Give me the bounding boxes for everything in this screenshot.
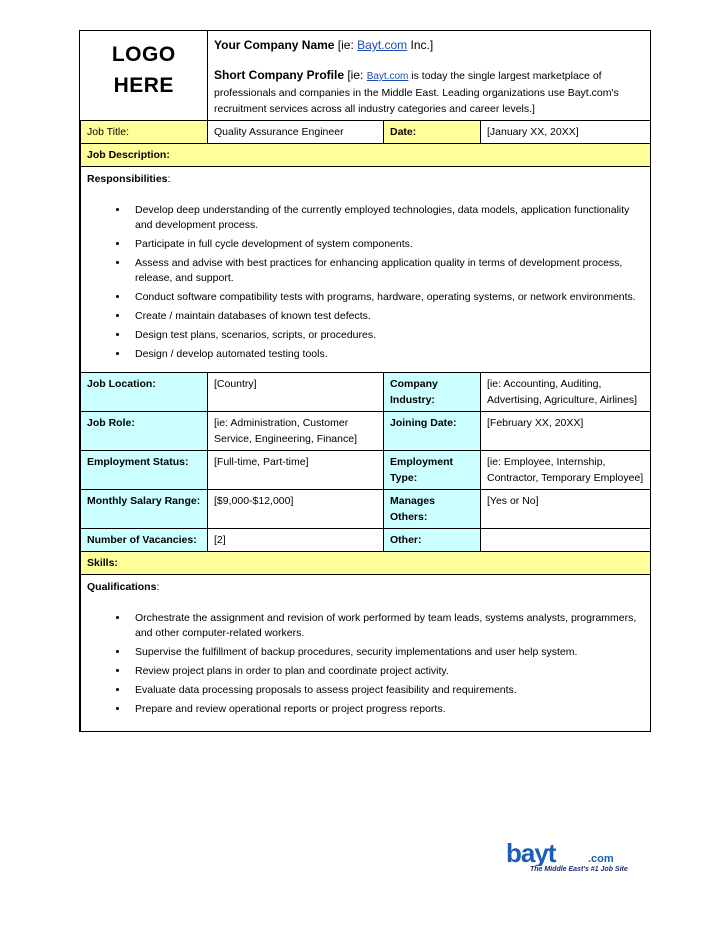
company-industry-value: [ie: Accounting, Auditing, Advertising, Agriculture, Airlines]: [481, 373, 651, 412]
job-role-label: Job Role:: [81, 412, 208, 451]
responsibilities-label: Responsibilities: [87, 173, 168, 185]
responsibilities-row: [81, 167, 651, 373]
joining-date-label: Joining Date:: [384, 412, 481, 451]
company-name-prefix: [ie:: [334, 38, 358, 52]
other-label: Other:: [384, 529, 481, 552]
list-item: • Design test plans, scenarios, scripts, or procedures.: [129, 328, 644, 343]
bayt-brand-suffix: .com: [588, 853, 614, 865]
job-description-label: Job Description:: [81, 144, 651, 167]
job-table: [80, 31, 651, 731]
company-profile-link[interactable]: Bayt.com: [366, 71, 409, 82]
company-name-label: Your Company Name: [214, 38, 335, 52]
job-role-row: [81, 412, 651, 451]
vacancies-value: [2]: [208, 529, 384, 552]
job-role-value: [ie: Administration, Customer Service, Engineering, Finance]: [208, 412, 384, 451]
company-profile-label: Short Company Profile: [214, 68, 345, 82]
bayt-tagline: The Middle East's #1 Job Site: [530, 866, 628, 873]
joining-date-value: [February XX, 20XX]: [481, 412, 651, 451]
list-item: • Review project plans in order to plan and coordinate project activity.: [129, 664, 644, 679]
list-item: • Create / maintain databases of known test defects.: [129, 309, 644, 324]
logo-line-2: HERE: [113, 74, 174, 97]
salary-range-label: Monthly Salary Range:: [81, 490, 208, 529]
job-title-row: [81, 121, 651, 144]
employment-status-row: [81, 451, 651, 490]
other-value: [481, 529, 651, 552]
employment-type-label: Employment Type:: [384, 451, 481, 490]
date-label: Date:: [384, 121, 481, 144]
list-item: • Participate in full cycle development of system components.: [129, 237, 644, 252]
qualifications-list: [87, 611, 644, 717]
responsibilities-heading: [87, 171, 644, 187]
employment-status-label: Employment Status:: [81, 451, 208, 490]
job-location-row: [81, 373, 651, 412]
employment-status-value: [Full-time, Part-time]: [208, 451, 384, 490]
list-item: • Supervise the fulfillment of backup procedures, security implementations and user help system.: [129, 645, 644, 660]
list-item: • Evaluate data processing proposals to assess project feasibility and requirements.: [129, 683, 644, 698]
job-description-document: [79, 30, 651, 732]
logo-line-1: LOGO: [111, 43, 176, 66]
company-profile-prefix: [ie:: [344, 68, 367, 82]
list-item: • Design / develop automated testing tools.: [129, 347, 644, 362]
company-name-link[interactable]: Bayt.com: [357, 38, 408, 52]
qualifications-heading: [87, 579, 644, 595]
bayt-logo: [506, 842, 621, 869]
list-item: • Develop deep understanding of the currently employed technologies, data models, application functionality and development process.: [129, 203, 644, 233]
job-title-label: Job Title:: [81, 121, 208, 144]
vacancies-row: [81, 529, 651, 552]
bayt-logo-graphic: [506, 842, 621, 866]
salary-range-value: [$9,000-$12,000]: [208, 490, 384, 529]
salary-row: [81, 490, 651, 529]
employment-type-value: [ie: Employee, Internship, Contractor, Temporary Employee]: [481, 451, 651, 490]
qualifications-colon: :: [156, 581, 160, 593]
manages-others-value: [Yes or No]: [481, 490, 651, 529]
job-location-label: Job Location:: [81, 373, 208, 412]
skills-row: [81, 552, 651, 575]
responsibilities-section: [81, 167, 651, 373]
company-name-suffix: Inc.]: [407, 38, 434, 52]
list-item: • Prepare and review operational reports or project progress reports.: [129, 702, 644, 717]
skills-label: Skills:: [81, 552, 651, 575]
responsibilities-colon: :: [167, 173, 171, 185]
job-location-value: [Country]: [208, 373, 384, 412]
list-item: • Conduct software compatibility tests with programs, hardware, operating systems, or network environments.: [129, 290, 644, 305]
date-value: [January XX, 20XX]: [481, 121, 651, 144]
job-title-value: Quality Assurance Engineer: [208, 121, 384, 144]
list-item: • Assess and advise with best practices for enhancing application quality in terms of development process, release, and support.: [129, 256, 644, 286]
responsibilities-list: [87, 203, 644, 362]
vacancies-label: Number of Vacancies:: [81, 529, 208, 552]
job-description-row: [81, 144, 651, 167]
header-row: [81, 31, 651, 121]
qualifications-row: [81, 575, 651, 732]
company-profile-text: is today the single largest marketplace of professionals and companies in the Middle East. Leading organizations use Bayt.com's recruitment services across all industry categories and career levels.]: [214, 70, 619, 115]
company-info: [208, 31, 651, 121]
qualifications-label: Qualifications: [87, 581, 157, 593]
manages-others-label: Manages Others:: [384, 490, 481, 529]
company-profile: [214, 67, 645, 117]
bayt-brand-text: bayt: [506, 842, 556, 866]
list-item: • Orchestrate the assignment and revision of work performed by team leads, systems analysts, programmers, and other computer-related workers.: [129, 611, 644, 641]
logo-placeholder: [81, 31, 208, 121]
qualifications-section: [81, 575, 651, 732]
company-industry-label: Company Industry:: [384, 373, 481, 412]
company-name: [214, 37, 645, 53]
